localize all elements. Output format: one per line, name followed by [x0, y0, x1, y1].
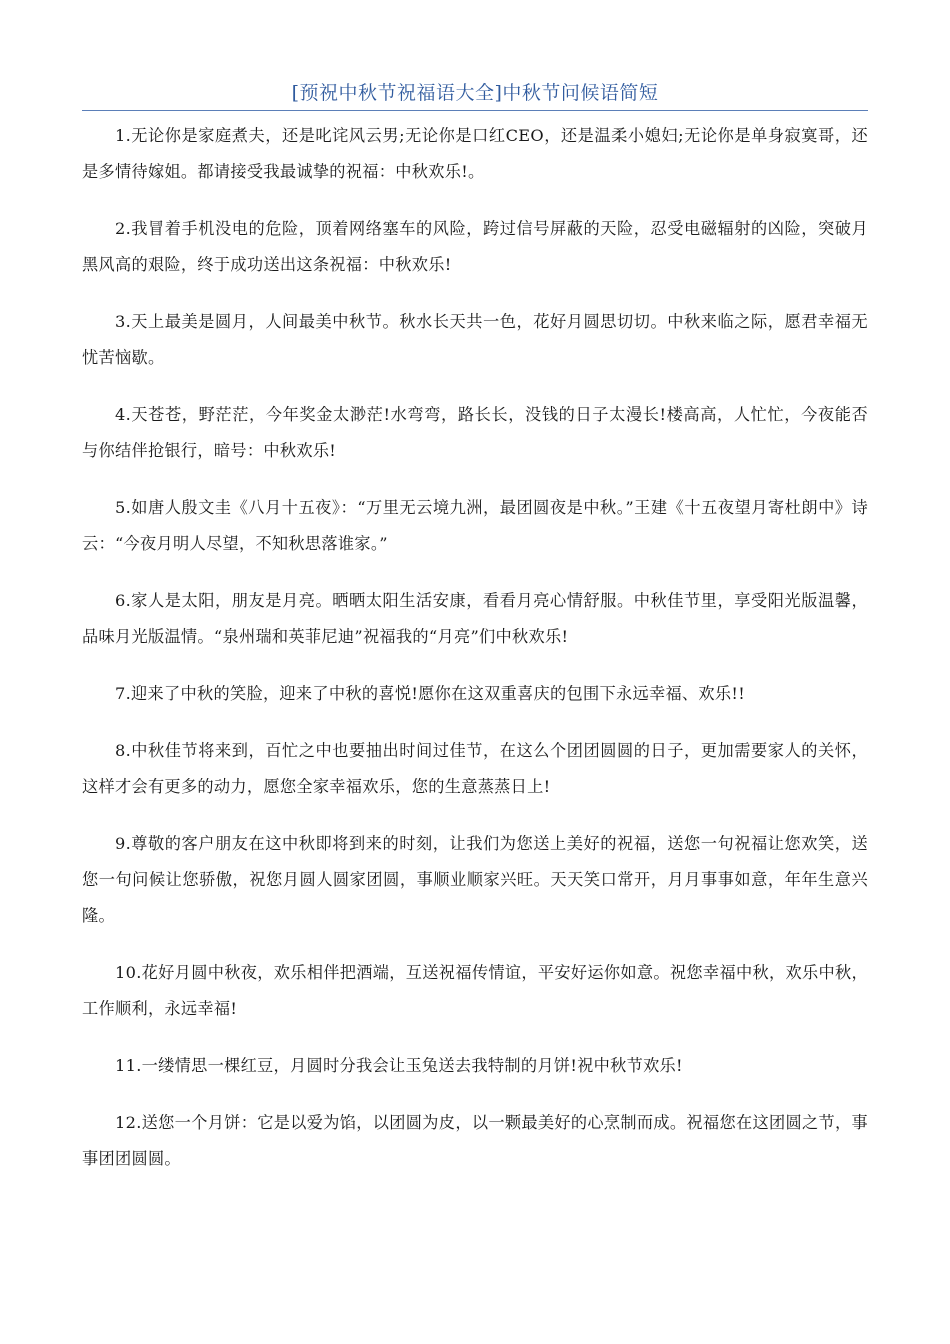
paragraph-2: 2.我冒着手机没电的危险，顶着网络塞车的风险，跨过信号屏蔽的天险，忍受电磁辐射的凶险，突破月黑风高的艰险，终于成功送出这条祝福：中秋欢乐! [82, 219, 868, 274]
paragraph-10: 10.花好月圆中秋夜，欢乐相伴把酒端，互送祝福传情谊，平安好运你如意。祝您幸福中秋，欢乐中秋，工作顺利，永远幸福! [82, 963, 868, 1018]
paragraph-7: 7.迎来了中秋的笑脸，迎来了中秋的喜悦!愿你在这双重喜庆的包围下永远幸福、欢乐!! [115, 684, 746, 703]
paragraph-4: 4.天苍苍，野茫茫，今年奖金太渺茫!水弯弯，路长长，没钱的日子太漫长!楼高高，人忙忙，今夜能否与你结伴抢银行，暗号：中秋欢乐! [82, 405, 868, 460]
paragraph-8: 8.中秋佳节将来到，百忙之中也要抽出时间过佳节，在这么个团团圆圆的日子，更加需要家人的关怀，这样才会有更多的动力，愿您全家幸福欢乐，您的生意蒸蒸日上! [82, 741, 868, 796]
paragraph-12: 12.送您一个月饼：它是以爱为馅，以团圆为皮，以一颗最美好的心烹制而成。祝福您在这团圆之节，事事团团圆圆。 [82, 1113, 868, 1168]
paragraph-1: 1.无论你是家庭煮夫，还是叱诧风云男;无论你是口红CEO，还是温柔小媳妇;无论你是单身寂寞哥，还是多情待嫁姐。都请接受我最诚挚的祝福：中秋欢乐!。 [82, 126, 868, 181]
document-header [82, 80, 868, 111]
paragraph-9: 9.尊敬的客户朋友在这中秋即将到来的时刻，让我们为您送上美好的祝福，送您一句祝福让您欢笑，送您一句问候让您骄傲，祝您月圆人圆家团圆，事顺业顺家兴旺。天天笑口常开，月月事事如意，年年生意兴隆。 [82, 834, 868, 925]
paragraph-3: 3.天上最美是圆月，人间最美中秋节。秋水长天共一色，花好月圆思切切。中秋来临之际，愿君幸福无忧苦恼歇。 [82, 312, 868, 367]
paragraph-11: 11.一缕情思一棵红豆，月圆时分我会让玉兔送去我特制的月饼!祝中秋节欢乐! [115, 1056, 683, 1075]
document-title: [预祝中秋节祝福语大全]中秋节问候语简短 [291, 82, 659, 104]
paragraph-6: 6.家人是太阳，朋友是月亮。晒晒太阳生活安康，看看月亮心情舒服。中秋佳节里，享受阳光版温馨，品味月光版温情。“泉州瑞和英菲尼迪”祝福我的“月亮”们中秋欢乐! [82, 591, 868, 646]
paragraph-5: 5.如唐人殷文圭《八月十五夜》：“万里无云境九洲，最团圆夜是中秋。”王建《十五夜望月寄杜朗中》诗云：“今夜月明人尽望，不知秋思落谁家。” [82, 498, 868, 553]
document-body [82, 118, 868, 1198]
